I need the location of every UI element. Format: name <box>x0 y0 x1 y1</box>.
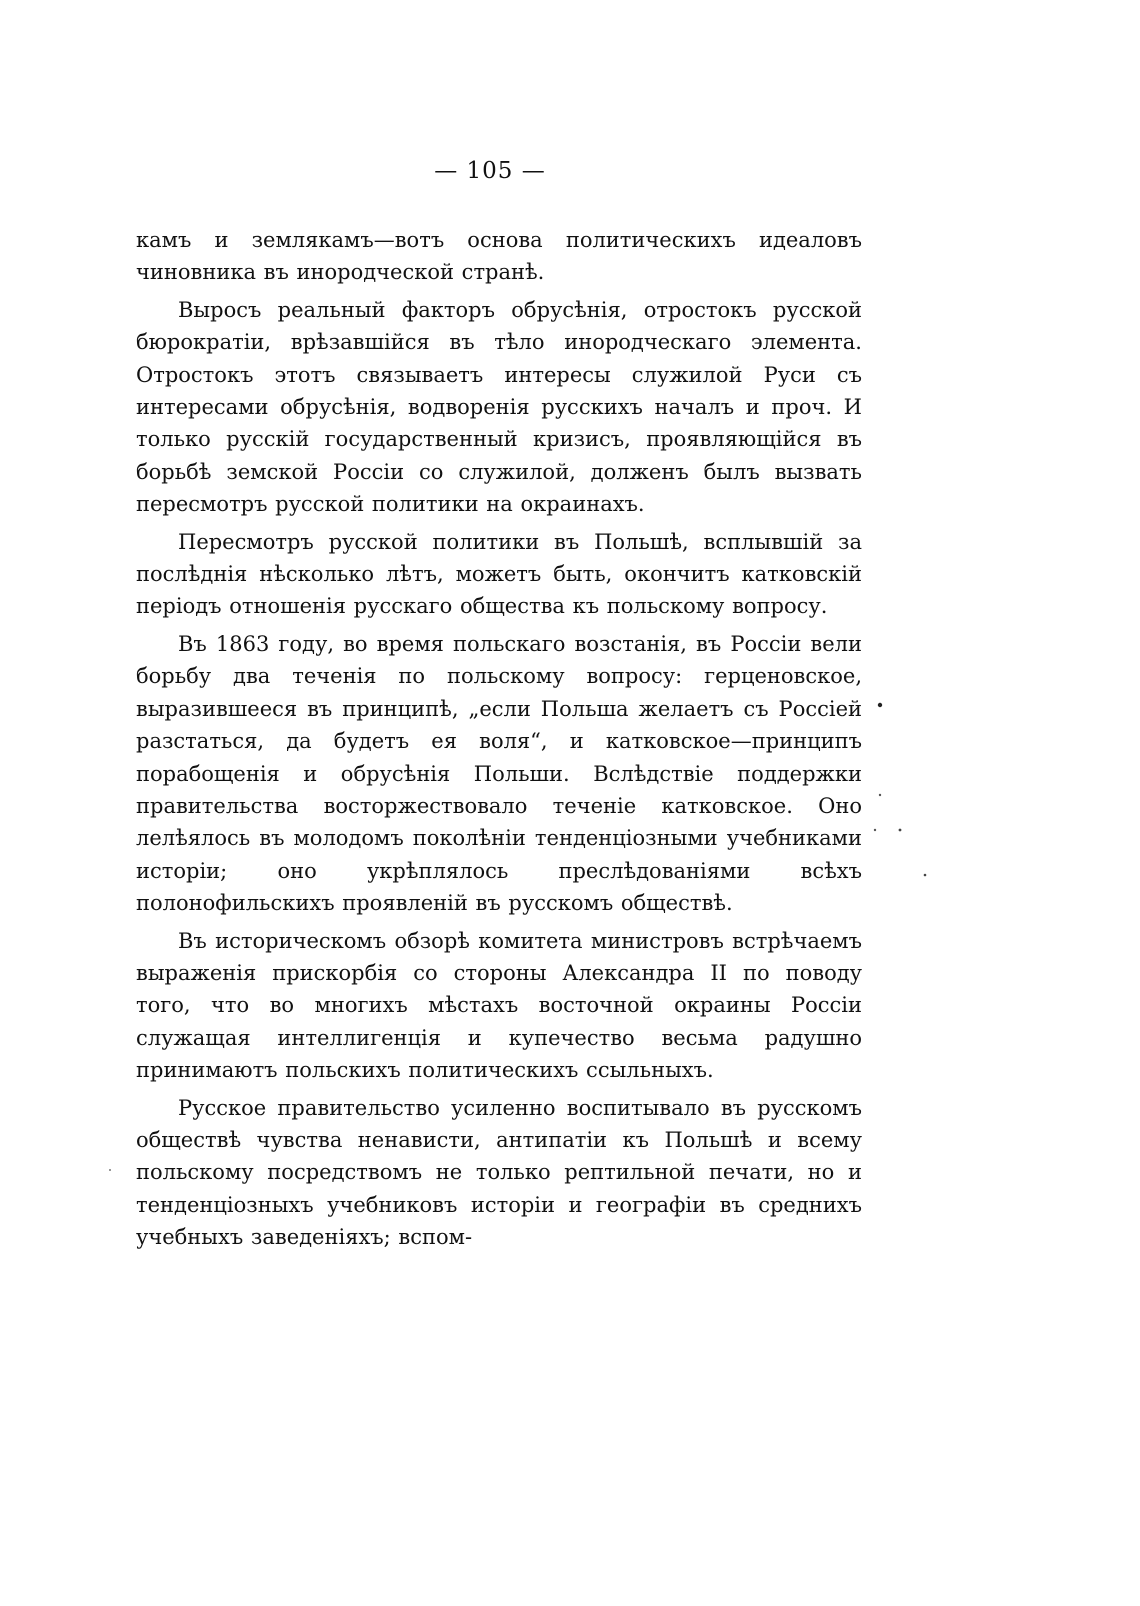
page-number: — 105 — <box>434 158 546 184</box>
speck-6 <box>109 1169 111 1171</box>
body-text <box>136 224 862 1259</box>
paragraph-2: Выросъ реальный факторъ обрусѣнія, отростокъ русской бюрократіи, врѣзавшійся въ тѣло инородческаго элемента. Отростокъ этотъ связываетъ интересы служилой Руси съ интересами обрусѣнія, водворенія русскихъ началъ и проч. И только русскій государственный кризисъ, проявляющійся въ борьбѣ земской Россіи со служилой, долженъ былъ вызвать пересмотръ русской политики на окраинахъ. <box>136 297 862 517</box>
paragraph-3: Пересмотръ русской политики въ Польшѣ, всплывшій за послѣднія нѣсколько лѣтъ, можетъ быть, окончитъ катковскій періодъ отношенія русскаго общества къ польскому вопросу. <box>136 529 862 619</box>
paragraph-1: камъ и землякамъ—вотъ основа политическихъ идеаловъ чиновника въ инородческой странѣ. <box>136 228 862 285</box>
paragraph-5: Въ историческомъ обзорѣ комитета министровъ встрѣчаемъ выраженія прискорбія со стороны Александра II по поводу того, что во многихъ мѣстахъ восточной окраины Россіи служащая интеллигенція и купечество весьма радушно принимаютъ польскихъ политическихъ ссыльныхъ. <box>136 928 862 1083</box>
speck-3 <box>874 829 876 831</box>
speck-2 <box>879 794 881 796</box>
paragraph-4: Въ 1863 году, во время польскаго возстанія, въ Россіи вели борьбу два теченія по польскому вопросу: герценовское, выразившееся въ принципѣ, „если Польша желаетъ съ Россіей разстаться, да будетъ ея воля“, и катковское—принципъ порабощенія и обрусѣнія Польши. Вслѣдствіе поддержки правительства восторжествовало теченіе катковское. Оно лелѣялось въ молодомъ поколѣніи тенденціозными учебниками исторіи; оно укрѣплялось преслѣдованіями всѣхъ полонофильскихъ проявленій въ русскомъ обществѣ. <box>136 631 862 916</box>
speck-4 <box>899 829 902 832</box>
speck-1 <box>878 703 882 707</box>
paragraph-6: Русское правительство усиленно воспитывало въ русскомъ обществѣ чувства ненависти, антипатіи къ Польшѣ и всему польскому посредствомъ не только рептильной печати, но и тенденціозныхъ учебниковъ исторіи и географіи въ среднихъ учебныхъ заведеніяхъ; вспом- <box>136 1095 862 1250</box>
speck-5 <box>924 874 927 877</box>
